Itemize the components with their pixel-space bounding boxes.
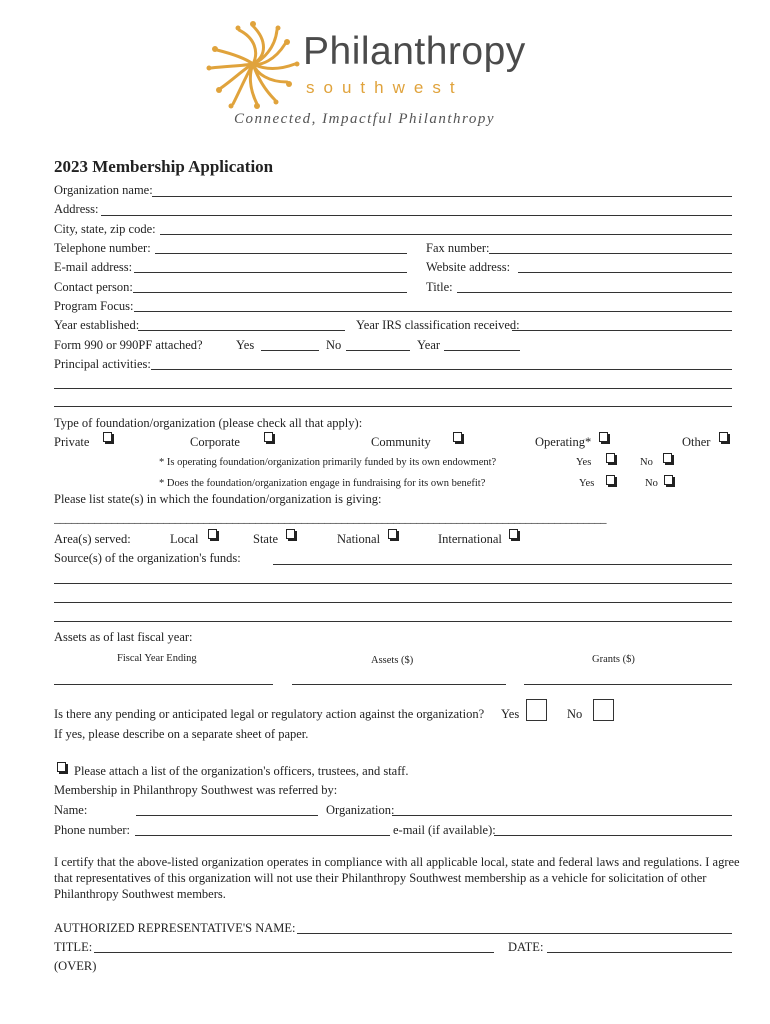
referrer-phone-label: Phone number: bbox=[54, 823, 131, 837]
corporate-checkbox[interactable] bbox=[264, 432, 273, 442]
address-label: Address: bbox=[54, 202, 99, 216]
national-checkbox[interactable] bbox=[388, 529, 397, 539]
legal-no-label: No bbox=[567, 707, 583, 721]
international-label: International bbox=[438, 532, 502, 546]
states-field[interactable]: ________________________________________________________________________________________________ bbox=[54, 511, 606, 525]
private-checkbox[interactable] bbox=[103, 432, 112, 442]
referrer-phone-field[interactable] bbox=[135, 835, 390, 836]
principal-field-1[interactable] bbox=[151, 369, 732, 370]
fax-label: Fax number: bbox=[426, 241, 490, 255]
logo bbox=[205, 16, 535, 111]
officers-checkbox[interactable] bbox=[57, 762, 66, 772]
irs-label: Year IRS classification received: bbox=[356, 318, 520, 332]
fundraising-question: * Does the foundation/organization engage in fundraising for its own benefit? bbox=[159, 478, 486, 489]
contact-label: Contact person: bbox=[54, 280, 133, 294]
date-field[interactable] bbox=[547, 952, 732, 953]
local-label: Local bbox=[170, 532, 199, 546]
certify-line-1: I certify that the above-listed organization operates in compliance with all applicable local, state and federal laws and regulations. I agree bbox=[54, 855, 740, 869]
sources-field-1[interactable] bbox=[273, 564, 732, 565]
form990-yes-label: Yes bbox=[236, 338, 255, 352]
operating-checkbox[interactable] bbox=[599, 432, 608, 442]
referrer-org-field[interactable] bbox=[392, 815, 732, 816]
certify-line-3: Philanthropy Southwest members. bbox=[54, 887, 226, 901]
sources-label: Source(s) of the organization's funds: bbox=[54, 551, 241, 565]
form990-year-field[interactable] bbox=[444, 350, 520, 351]
endowment-yes-checkbox[interactable] bbox=[606, 453, 615, 463]
fundraising-yes-label: Yes bbox=[579, 478, 595, 489]
legal-no-checkbox[interactable] bbox=[593, 699, 614, 721]
fundraising-no-checkbox[interactable] bbox=[664, 475, 673, 485]
year-established-field[interactable] bbox=[138, 330, 345, 331]
principal-label: Principal activities: bbox=[54, 357, 151, 371]
referrer-org-label: Organization: bbox=[326, 803, 395, 817]
title-field[interactable] bbox=[457, 292, 732, 293]
state-checkbox[interactable] bbox=[286, 529, 295, 539]
local-checkbox[interactable] bbox=[208, 529, 217, 539]
telephone-label: Telephone number: bbox=[54, 241, 151, 255]
national-label: National bbox=[337, 532, 381, 546]
legal-question: Is there any pending or anticipated legal or regulatory action against the organization? bbox=[54, 707, 485, 721]
form990-yes-field[interactable] bbox=[261, 350, 319, 351]
officers-attach-label: Please attach a list of the organization's officers, trustees, and staff. bbox=[74, 764, 409, 778]
contact-field[interactable] bbox=[133, 292, 407, 293]
assets-amount-label: Assets ($) bbox=[371, 655, 414, 666]
grants-field[interactable] bbox=[524, 684, 732, 685]
type-heading: Type of foundation/organization (please check all that apply): bbox=[54, 416, 363, 430]
legal-yes-checkbox[interactable] bbox=[526, 699, 547, 721]
states-label: Please list state(s) in which the foundation/organization is giving: bbox=[54, 492, 382, 506]
city-label: City, state, zip code: bbox=[54, 222, 156, 236]
fiscal-year-field[interactable] bbox=[54, 684, 273, 685]
endowment-no-label: No bbox=[640, 457, 653, 468]
form990-no-field[interactable] bbox=[346, 350, 410, 351]
title-label: Title: bbox=[426, 280, 453, 294]
international-checkbox[interactable] bbox=[509, 529, 518, 539]
logo-subtitle: southwest bbox=[306, 78, 464, 97]
endowment-question: * Is operating foundation/organization primarily funded by its own endowment? bbox=[159, 457, 497, 468]
year-established-label: Year established: bbox=[54, 318, 140, 332]
email-label: E-mail address: bbox=[54, 260, 133, 274]
fax-field[interactable] bbox=[489, 253, 732, 254]
page-title: 2023 Membership Application bbox=[54, 157, 274, 176]
principal-field-3[interactable] bbox=[54, 406, 732, 407]
assets-amount-field[interactable] bbox=[292, 684, 506, 685]
areas-label: Area(s) served: bbox=[54, 532, 131, 546]
assets-heading: Assets as of last fiscal year: bbox=[54, 630, 193, 644]
referrer-email-field[interactable] bbox=[494, 835, 732, 836]
sources-field-2[interactable] bbox=[54, 583, 732, 584]
fundraising-no-label: No bbox=[645, 478, 658, 489]
community-checkbox[interactable] bbox=[453, 432, 462, 442]
legal-yes-label: Yes bbox=[501, 707, 520, 721]
referrer-name-field[interactable] bbox=[136, 815, 318, 816]
telephone-field[interactable] bbox=[155, 253, 407, 254]
date-label: DATE: bbox=[508, 940, 544, 954]
operating-label: Operating* bbox=[535, 435, 592, 449]
fiscal-year-label: Fiscal Year Ending bbox=[117, 653, 197, 664]
private-label: Private bbox=[54, 435, 90, 449]
referred-label: Membership in Philanthropy Southwest was referred by: bbox=[54, 783, 338, 797]
endowment-yes-label: Yes bbox=[576, 457, 592, 468]
community-label: Community bbox=[371, 435, 431, 449]
program-focus-label: Program Focus: bbox=[54, 299, 134, 313]
form990-label: Form 990 or 990PF attached? bbox=[54, 338, 203, 352]
irs-field[interactable] bbox=[512, 330, 732, 331]
certify-line-2: that representatives of this organization will not use their Philanthropy Southwest membership as a vehicle for solicitation of other bbox=[54, 871, 707, 885]
email-field[interactable] bbox=[134, 272, 407, 273]
sources-field-4[interactable] bbox=[54, 621, 732, 622]
corporate-label: Corporate bbox=[190, 435, 240, 449]
website-field[interactable] bbox=[518, 272, 732, 273]
rep-name-label: AUTHORIZED REPRESENTATIVE'S NAME: bbox=[54, 921, 296, 935]
city-field[interactable] bbox=[160, 234, 732, 235]
rep-title-label: TITLE: bbox=[54, 940, 93, 954]
logo-wordmark: Philanthropy bbox=[303, 30, 526, 73]
rep-title-field[interactable] bbox=[94, 952, 494, 953]
address-field[interactable] bbox=[101, 215, 732, 216]
referrer-name-label: Name: bbox=[54, 803, 88, 817]
endowment-no-checkbox[interactable] bbox=[663, 453, 672, 463]
over-note: (OVER) bbox=[54, 959, 97, 973]
website-label: Website address: bbox=[426, 260, 511, 274]
tagline: Connected, Impactful Philanthropy bbox=[234, 111, 495, 127]
fundraising-yes-checkbox[interactable] bbox=[606, 475, 615, 485]
starburst-logo-icon bbox=[205, 16, 301, 112]
form990-no-label: No bbox=[326, 338, 342, 352]
grants-label: Grants ($) bbox=[592, 654, 635, 665]
org-name-label: Organization name: bbox=[54, 183, 153, 197]
state-label: State bbox=[253, 532, 278, 546]
other-checkbox[interactable] bbox=[719, 432, 728, 442]
principal-field-2[interactable] bbox=[54, 388, 732, 389]
referrer-email-label: e-mail (if available): bbox=[393, 823, 496, 837]
form990-year-label: Year bbox=[417, 338, 441, 352]
org-name-field[interactable] bbox=[152, 196, 732, 197]
sources-field-3[interactable] bbox=[54, 602, 732, 603]
other-label: Other bbox=[682, 435, 711, 449]
legal-describe: If yes, please describe on a separate sheet of paper. bbox=[54, 727, 309, 741]
rep-name-field[interactable] bbox=[297, 933, 732, 934]
program-focus-field[interactable] bbox=[134, 311, 732, 312]
